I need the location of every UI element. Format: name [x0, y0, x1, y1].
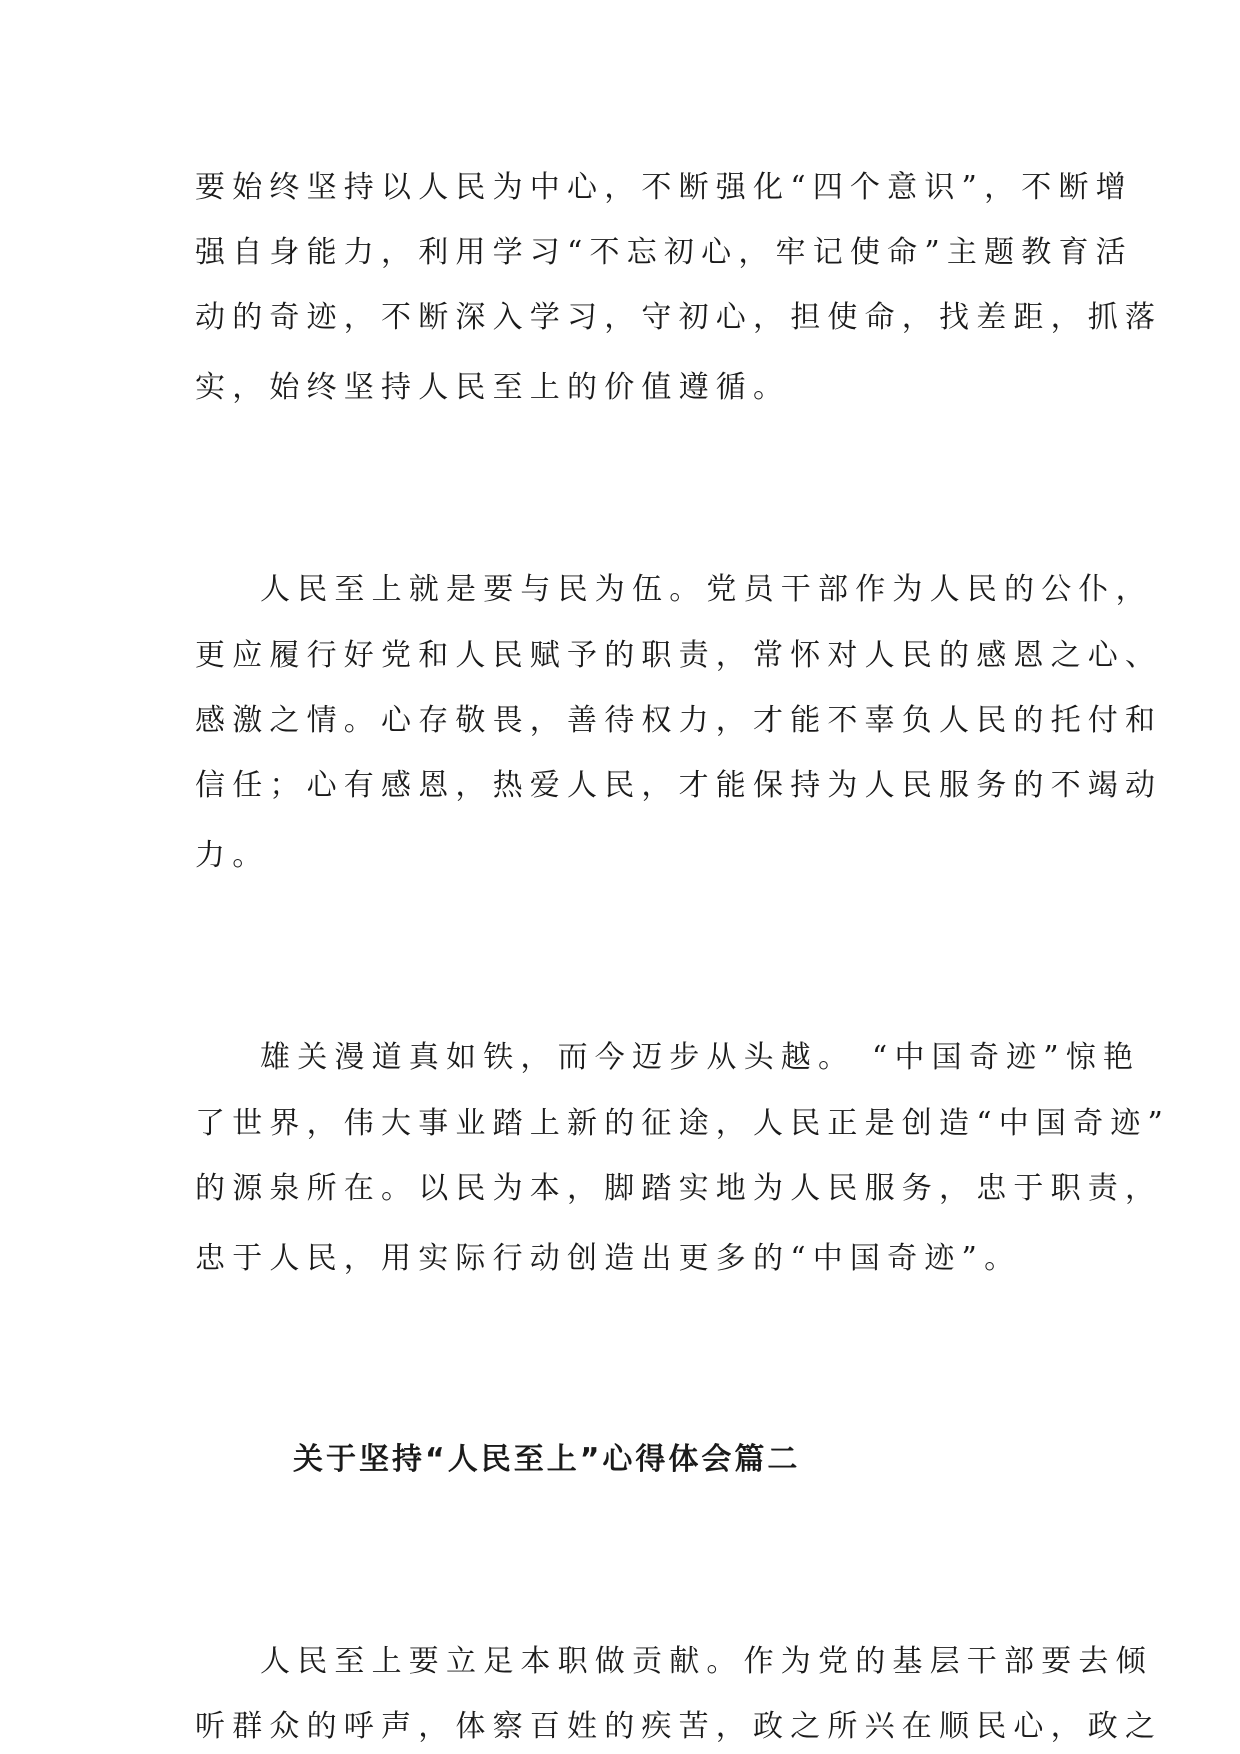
- text-line: 忠于人民，用实际行动创造出更多的“中国奇迹”。: [195, 1241, 1022, 1276]
- text-line: 感激之情。心存敬畏，善待权力，才能不辜负人民的托付和: [195, 703, 1163, 738]
- section-heading: 关于坚持“人民至上”心得体会篇二: [293, 1442, 801, 1477]
- text-line: 的源泉所在。以民为本，脚踏实地为人民服务，忠于职责，: [195, 1171, 1163, 1206]
- text-line: 实，始终坚持人民至上的价值遵循。: [195, 370, 791, 405]
- text-line: 信任；心有感恩，热爱人民，才能保持为人民服务的不竭动: [195, 768, 1163, 803]
- text-line: 人民至上就是要与民为伍。党员干部作为人民的公仆，: [260, 572, 1153, 607]
- text-line: 强自身能力，利用学习“不忘初心，牢记使命”主题教育活: [195, 235, 1133, 270]
- text-line: 要始终坚持以人民为中心，不断强化“四个意识”，不断增: [195, 170, 1133, 205]
- text-line: 动的奇迹，不断深入学习，守初心，担使命，找差距，抓落: [195, 300, 1163, 335]
- text-line: 了世界，伟大事业踏上新的征途，人民正是创造“中国奇迹”: [195, 1106, 1171, 1141]
- text-line: 听群众的呼声，体察百姓的疾苦，政之所兴在顺民心，政之: [195, 1709, 1163, 1744]
- text-line: 雄关漫道真如铁，而今迈步从头越。 “中国奇迹”惊艳: [260, 1040, 1141, 1075]
- text-line: 更应履行好党和人民赋予的职责，常怀对人民的感恩之心、: [195, 638, 1163, 673]
- text-line: 力。: [195, 838, 270, 873]
- text-line: 人民至上要立足本职做贡献。作为党的基层干部要去倾: [260, 1644, 1153, 1679]
